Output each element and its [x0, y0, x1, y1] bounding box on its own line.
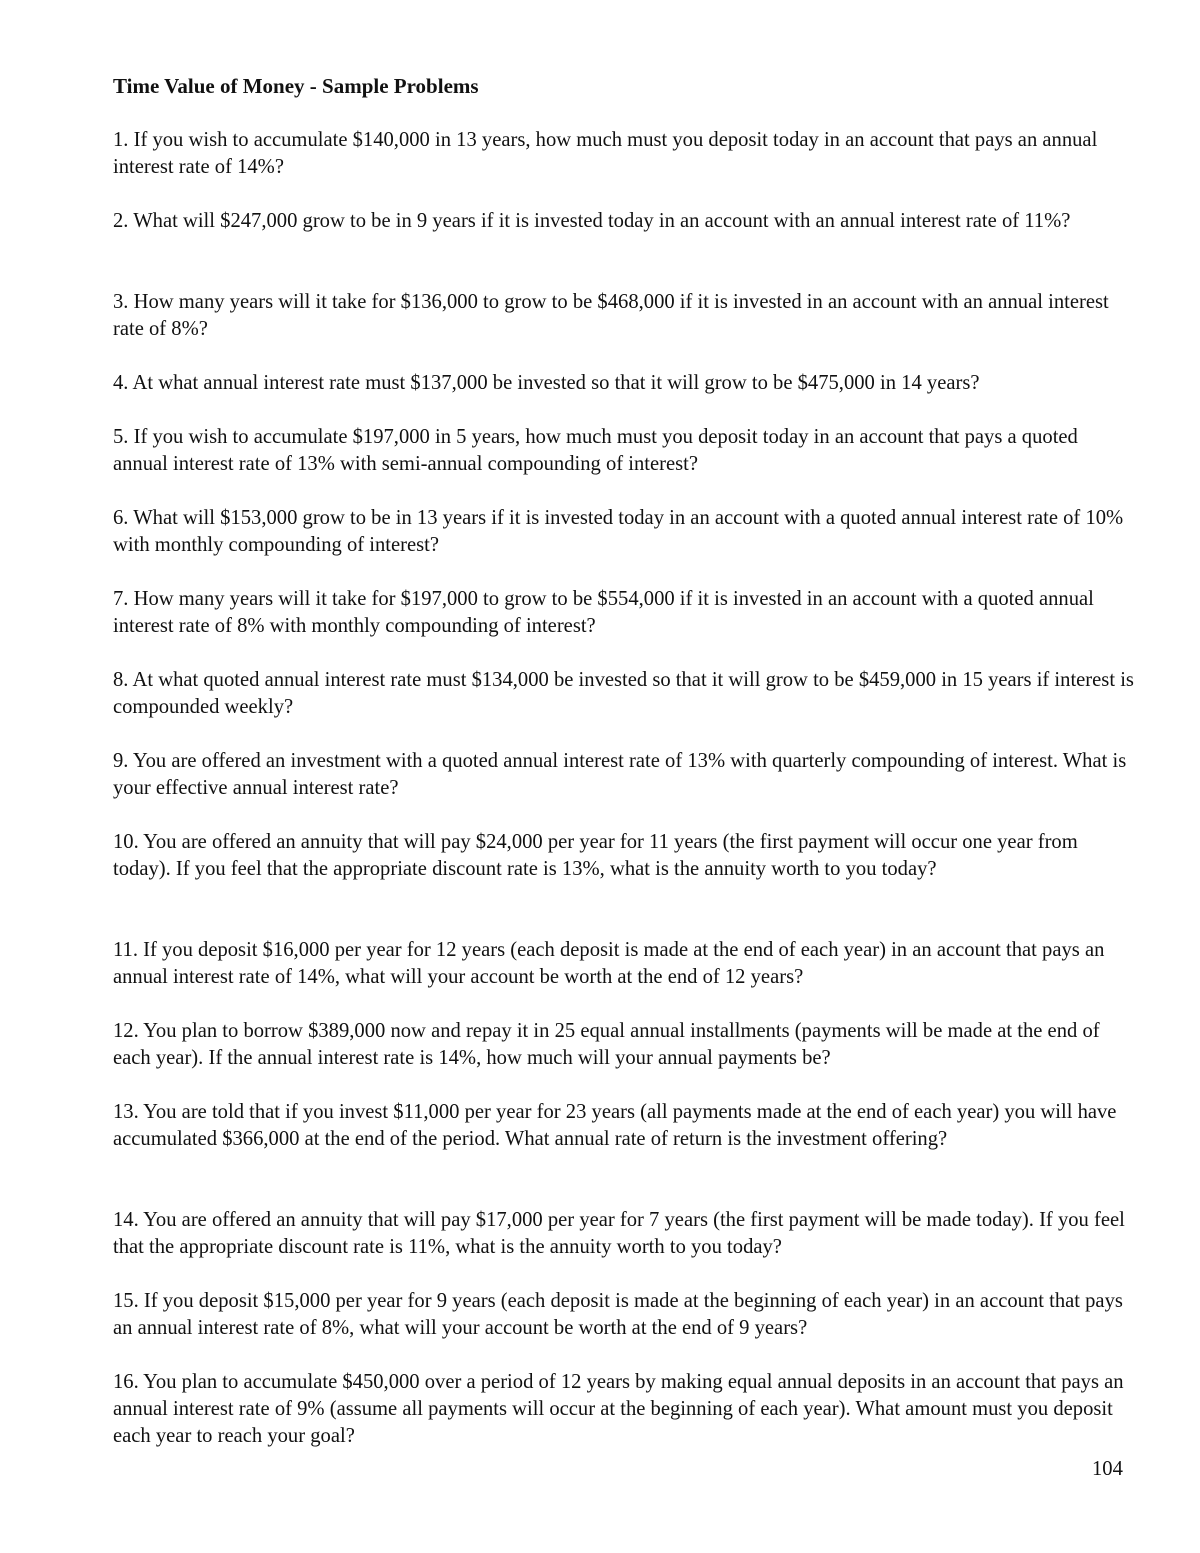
problem-5: 5. If you wish to accumulate $197,000 in 5 years, how much must you deposit today in an account that pays a quoted annual interest rate of 13% with semi-annual compounding of interest?: [113, 426, 1078, 475]
page-number: 104: [1092, 1458, 1123, 1480]
problem-10: 10. You are offered an annuity that will pay $24,000 per year for 11 years (the first payment will occur one year from today). If you feel that the appropriate discount rate is 13%, what is the annuity worth to you today?: [113, 831, 1078, 880]
problem-2: 2. What will $247,000 grow to be in 9 years if it is invested today in an account with an annual interest rate of 11%?: [113, 210, 1071, 232]
problem-8: 8. At what quoted annual interest rate must $134,000 be invested so that it will grow to be $459,000 in 15 years if interest is compounded weekly?: [113, 669, 1134, 718]
problem-11: 11. If you deposit $16,000 per year for 12 years (each deposit is made at the end of each year) in an account that pays an annual interest rate of 14%, what will your account be worth at the end of 12 years?: [113, 939, 1105, 988]
problem-1: 1. If you wish to accumulate $140,000 in 13 years, how much must you deposit today in an account that pays an annual interest rate of 14%?: [113, 129, 1098, 178]
problem-14: 14. You are offered an annuity that will pay $17,000 per year for 7 years (the first payment will be made today). If you feel that the appropriate discount rate is 11%, what is the annuity worth to you today?: [113, 1209, 1125, 1258]
problem-9: 9. You are offered an investment with a quoted annual interest rate of 13% with quarterly compounding of interest. What is your effective annual interest rate?: [113, 750, 1127, 799]
problem-6: 6. What will $153,000 grow to be in 13 years if it is invested today in an account with a quoted annual interest rate of 10% with monthly compounding of interest?: [113, 507, 1124, 556]
problem-4: 4. At what annual interest rate must $137,000 be invested so that it will grow to be $475,000 in 14 years?: [113, 372, 980, 394]
problem-13: 13. You are told that if you invest $11,000 per year for 23 years (all payments made at the end of each year) you will have accumulated $366,000 at the end of the period. What annual rate of return is the investment offering?: [113, 1101, 1117, 1150]
problem-7: 7. How many years will it take for $197,000 to grow to be $554,000 if it is invested in an account with a quoted annual interest rate of 8% with monthly compounding of interest?: [113, 588, 1094, 637]
problem-16: 16. You plan to accumulate $450,000 over a period of 12 years by making equal annual deposits in an account that pays an annual interest rate of 9% (assume all payments will occur at the beginning of each year). What amount must you deposit each year to reach your goal?: [113, 1371, 1124, 1447]
problem-12: 12. You plan to borrow $389,000 now and repay it in 25 equal annual installments (payments will be made at the end of each year). If the annual interest rate is 14%, how much will your annual payments be?: [113, 1020, 1100, 1069]
problem-15: 15. If you deposit $15,000 per year for 9 years (each deposit is made at the beginning of each year) in an account that pays an annual interest rate of 8%, what will your account be worth at the end of 9 years?: [113, 1290, 1123, 1339]
problem-3: 3. How many years will it take for $136,000 to grow to be $468,000 if it is invested in an account with an annual interest rate of 8%?: [113, 291, 1109, 340]
page-title: Time Value of Money - Sample Problems: [113, 74, 479, 98]
